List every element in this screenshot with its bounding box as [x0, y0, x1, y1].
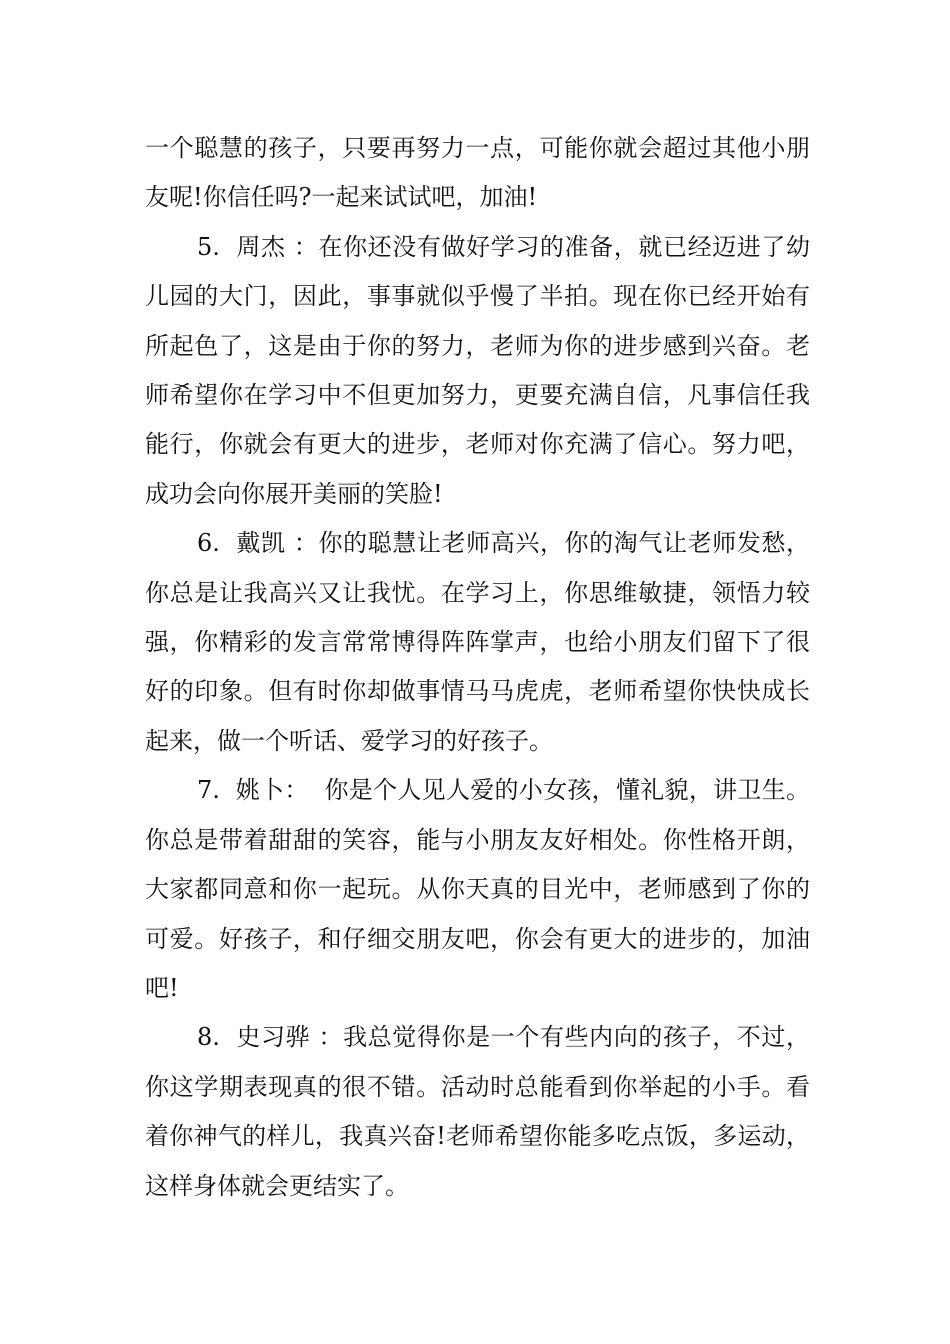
entry-paragraph	[145, 223, 810, 519]
entry-paragraph	[145, 519, 810, 766]
entry-name: 姚卜	[235, 776, 285, 805]
entry-paragraph	[145, 766, 810, 1013]
entry-separator: ：	[293, 232, 319, 261]
entry-name: 史习骅	[236, 1023, 311, 1052]
entry-text: 你的聪慧让老师高兴，你的淘气让老师发愁，你总是让我高兴又让我忧。在学习上，你思维敏捷，领悟力较强，你精彩的发言常常博得阵阵掌声，也给小朋友们留下了很好的印象。但有时你却做事情马马虎虎，老师希望你快快成长起来，做一个听话、爱学习的好孩子。	[145, 529, 811, 755]
entry-text: 你是个人见人爱的小女孩，懂礼貌，讲卫生。你总是带着甜甜的笑容，能与小朋友友好相处。你性格开朗，大家都同意和你一起玩。从你天真的目光中，老师感到了你的可爱。好孩子，和仔细交朋友吧，你会有更大的进步的，加油吧!	[145, 776, 811, 1002]
entry-name: 戴凯	[236, 529, 286, 558]
entry-number: 6.	[197, 529, 220, 558]
entry-number: 7.	[197, 776, 220, 805]
continuation-paragraph: 一个聪慧的孩子，只要再努力一点，可能你就会超过其他小朋友呢!你信任吗?一起来试试吧，加油!	[145, 134, 810, 212]
entry-separator: ：	[284, 776, 309, 805]
entry-separator: ：	[318, 1023, 344, 1052]
entry-separator: ：	[293, 529, 319, 558]
entry-text: 在你还没有做好学习的准备，就已经迈进了幼儿园的大门，因此，事事就似乎慢了半拍。现在你已经开始有所起色了，这是由于你的努力，老师为你的进步感到兴奋。老师希望你在学习中不但更加努力，更要充满自信，凡事信任我能行，你就会有更大的进步，老师对你充满了信心。努力吧，成功会向你展开美丽的笑脸!	[145, 232, 811, 508]
document-body	[145, 124, 810, 1211]
entry-name: 周杰	[236, 232, 286, 261]
entry-number: 5.	[197, 232, 220, 261]
entry-number: 8.	[197, 1023, 220, 1052]
entry-text: 我总觉得你是一个有些内向的孩子，不过，你这学期表现真的很不错。活动时总能看到你举起的小手。看着你神气的样儿，我真兴奋!老师希望你能多吃点饭，多运动，这样身体就会更结实了。	[145, 1023, 811, 1200]
entry-paragraph	[145, 1013, 810, 1211]
